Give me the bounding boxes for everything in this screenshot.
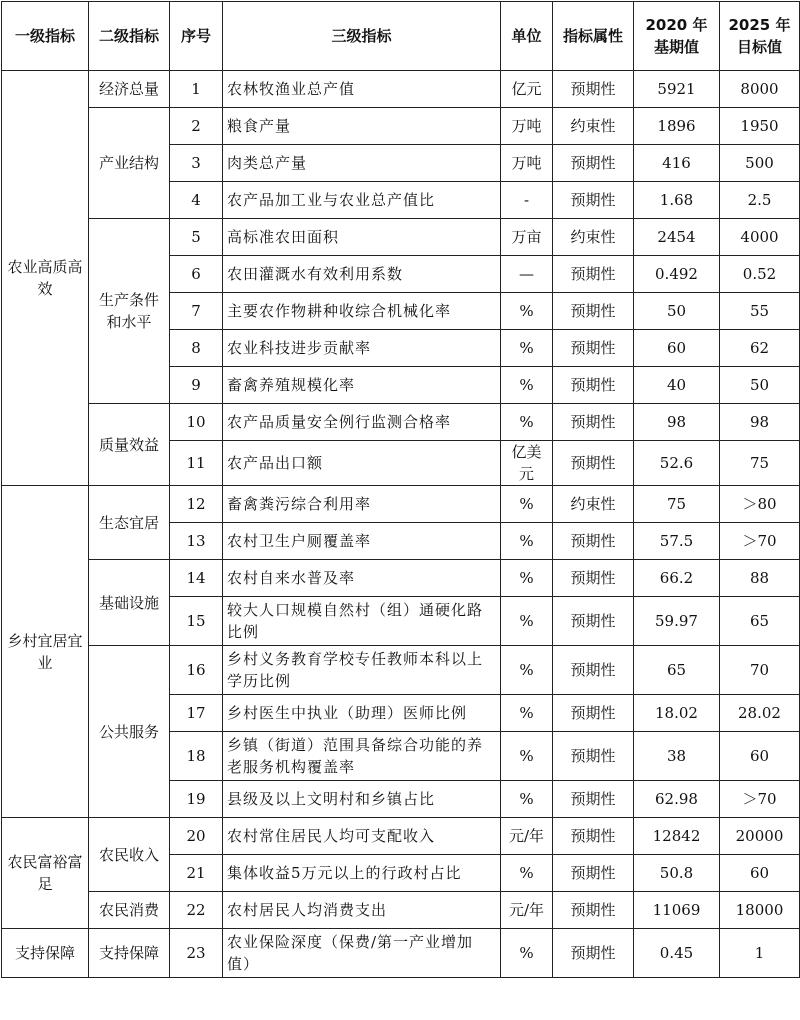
target-cell: 60 <box>720 855 800 892</box>
unit-cell: % <box>501 523 553 560</box>
target-cell: 1950 <box>720 108 800 145</box>
attr-cell: 预期性 <box>553 330 634 367</box>
seq-cell: 10 <box>170 404 223 441</box>
level2-cell: 基础设施 <box>89 560 170 646</box>
target-cell: 65 <box>720 597 800 646</box>
attr-cell: 预期性 <box>553 367 634 404</box>
indicator-cell: 县级及以上文明村和乡镇占比 <box>223 781 501 818</box>
indicator-cell: 主要农作物耕种收综合机械化率 <box>223 293 501 330</box>
unit-cell: % <box>501 597 553 646</box>
seq-cell: 14 <box>170 560 223 597</box>
level2-cell: 生态宜居 <box>89 486 170 560</box>
attr-cell: 约束性 <box>553 219 634 256</box>
header-target-line2: 目标值 <box>736 38 782 56</box>
seq-cell: 8 <box>170 330 223 367</box>
target-cell: 60 <box>720 732 800 781</box>
base-cell: 40 <box>634 367 720 404</box>
table-row <box>2 560 800 597</box>
attr-cell: 预期性 <box>553 732 634 781</box>
target-cell: 4000 <box>720 219 800 256</box>
header-unit: 单位 <box>501 2 553 71</box>
base-cell: 98 <box>634 404 720 441</box>
seq-cell: 2 <box>170 108 223 145</box>
level2-cell: 支持保障 <box>89 929 170 978</box>
seq-cell: 17 <box>170 695 223 732</box>
seq-cell: 11 <box>170 441 223 486</box>
target-cell: 8000 <box>720 71 800 108</box>
table-row <box>2 929 800 978</box>
attr-cell: 预期性 <box>553 892 634 929</box>
table-row <box>2 646 800 695</box>
unit-cell: % <box>501 732 553 781</box>
seq-cell: 4 <box>170 182 223 219</box>
indicator-cell: 农业科技进步贡献率 <box>223 330 501 367</box>
base-cell: 59.97 <box>634 597 720 646</box>
attr-cell: 预期性 <box>553 256 634 293</box>
target-cell: 18000 <box>720 892 800 929</box>
header-row <box>2 2 800 71</box>
indicator-cell: 乡村医生中执业（助理）医师比例 <box>223 695 501 732</box>
seq-cell: 6 <box>170 256 223 293</box>
base-cell: 52.6 <box>634 441 720 486</box>
seq-cell: 12 <box>170 486 223 523</box>
attr-cell: 预期性 <box>553 145 634 182</box>
attr-cell: 预期性 <box>553 441 634 486</box>
level1-cell: 农民富裕富足 <box>2 818 89 929</box>
target-cell: ＞70 <box>720 781 800 818</box>
unit-cell: 万吨 <box>501 108 553 145</box>
attr-cell: 预期性 <box>553 293 634 330</box>
header-base <box>634 2 720 71</box>
indicator-cell: 乡村义务教育学校专任教师本科以上学历比例 <box>223 646 501 695</box>
indicator-cell: 农村自来水普及率 <box>223 560 501 597</box>
indicator-cell: 高标准农田面积 <box>223 219 501 256</box>
indicator-cell: 畜禽粪污综合利用率 <box>223 486 501 523</box>
seq-cell: 20 <box>170 818 223 855</box>
base-cell: 18.02 <box>634 695 720 732</box>
table-row <box>2 108 800 145</box>
base-cell: 60 <box>634 330 720 367</box>
level2-cell: 产业结构 <box>89 108 170 219</box>
target-cell: 88 <box>720 560 800 597</box>
target-cell: 2.5 <box>720 182 800 219</box>
seq-cell: 7 <box>170 293 223 330</box>
indicator-cell: 乡镇（街道）范围具备综合功能的养老服务机构覆盖率 <box>223 732 501 781</box>
base-cell: 2454 <box>634 219 720 256</box>
header-level3: 三级指标 <box>223 2 501 71</box>
unit-cell: % <box>501 404 553 441</box>
seq-cell: 9 <box>170 367 223 404</box>
base-cell: 5921 <box>634 71 720 108</box>
base-cell: 11069 <box>634 892 720 929</box>
table-row <box>2 404 800 441</box>
header-seq: 序号 <box>170 2 223 71</box>
seq-cell: 22 <box>170 892 223 929</box>
unit-cell: % <box>501 486 553 523</box>
header-base-line1: 2020 年 <box>645 16 708 34</box>
seq-cell: 16 <box>170 646 223 695</box>
target-cell: 98 <box>720 404 800 441</box>
seq-cell: 3 <box>170 145 223 182</box>
attr-cell: 预期性 <box>553 182 634 219</box>
attr-cell: 约束性 <box>553 486 634 523</box>
base-cell: 75 <box>634 486 720 523</box>
attr-cell: 约束性 <box>553 108 634 145</box>
target-cell: 75 <box>720 441 800 486</box>
indicator-cell: 肉类总产量 <box>223 145 501 182</box>
indicator-cell: 农产品出口额 <box>223 441 501 486</box>
unit-cell: 亿美元 <box>501 441 553 486</box>
level2-cell: 农民消费 <box>89 892 170 929</box>
seq-cell: 5 <box>170 219 223 256</box>
base-cell: 1896 <box>634 108 720 145</box>
level1-cell: 农业高质高效 <box>2 71 89 486</box>
level2-cell: 农民收入 <box>89 818 170 892</box>
unit-cell: % <box>501 695 553 732</box>
seq-cell: 13 <box>170 523 223 560</box>
unit-cell: 万亩 <box>501 219 553 256</box>
attr-cell: 预期性 <box>553 404 634 441</box>
base-cell: 66.2 <box>634 560 720 597</box>
unit-cell: 元/年 <box>501 892 553 929</box>
level2-cell: 生产条件和水平 <box>89 219 170 404</box>
unit-cell: 亿元 <box>501 71 553 108</box>
unit-cell: 元/年 <box>501 818 553 855</box>
level2-cell: 公共服务 <box>89 646 170 818</box>
unit-cell: % <box>501 367 553 404</box>
target-cell: ＞70 <box>720 523 800 560</box>
header-base-line2: 基期值 <box>653 38 699 56</box>
header-target-line1: 2025 年 <box>728 16 791 34</box>
attr-cell: 预期性 <box>553 597 634 646</box>
target-cell: 1 <box>720 929 800 978</box>
attr-cell: 预期性 <box>553 695 634 732</box>
unit-cell: - <box>501 182 553 219</box>
unit-cell: % <box>501 330 553 367</box>
base-cell: 0.45 <box>634 929 720 978</box>
header-level2: 二级指标 <box>89 2 170 71</box>
attr-cell: 预期性 <box>553 646 634 695</box>
level2-cell: 质量效益 <box>89 404 170 486</box>
attr-cell: 预期性 <box>553 71 634 108</box>
target-cell: 70 <box>720 646 800 695</box>
base-cell: 62.98 <box>634 781 720 818</box>
indicator-cell: 较大人口规模自然村（组）通硬化路比例 <box>223 597 501 646</box>
unit-cell: — <box>501 256 553 293</box>
attr-cell: 预期性 <box>553 818 634 855</box>
indicator-cell: 农村居民人均消费支出 <box>223 892 501 929</box>
unit-cell: % <box>501 781 553 818</box>
base-cell: 38 <box>634 732 720 781</box>
unit-cell: % <box>501 293 553 330</box>
base-cell: 65 <box>634 646 720 695</box>
seq-cell: 21 <box>170 855 223 892</box>
seq-cell: 23 <box>170 929 223 978</box>
level2-cell: 经济总量 <box>89 71 170 108</box>
level1-cell: 支持保障 <box>2 929 89 978</box>
unit-cell: % <box>501 855 553 892</box>
indicator-cell: 集体收益5万元以上的行政村占比 <box>223 855 501 892</box>
base-cell: 12842 <box>634 818 720 855</box>
table-row <box>2 892 800 929</box>
table-row <box>2 71 800 108</box>
table-row <box>2 486 800 523</box>
target-cell: 500 <box>720 145 800 182</box>
header-attr: 指标属性 <box>553 2 634 71</box>
base-cell: 50 <box>634 293 720 330</box>
table-row <box>2 818 800 855</box>
target-cell: 28.02 <box>720 695 800 732</box>
base-cell: 1.68 <box>634 182 720 219</box>
attr-cell: 预期性 <box>553 560 634 597</box>
base-cell: 416 <box>634 145 720 182</box>
unit-cell: % <box>501 560 553 597</box>
indicator-cell: 农林牧渔业总产值 <box>223 71 501 108</box>
header-target <box>720 2 800 71</box>
unit-cell: % <box>501 646 553 695</box>
table-row <box>2 219 800 256</box>
attr-cell: 预期性 <box>553 929 634 978</box>
indicator-cell: 畜禽养殖规模化率 <box>223 367 501 404</box>
target-cell: 20000 <box>720 818 800 855</box>
target-cell: 62 <box>720 330 800 367</box>
seq-cell: 15 <box>170 597 223 646</box>
indicator-cell: 农村常住居民人均可支配收入 <box>223 818 501 855</box>
seq-cell: 18 <box>170 732 223 781</box>
unit-cell: % <box>501 929 553 978</box>
base-cell: 50.8 <box>634 855 720 892</box>
attr-cell: 预期性 <box>553 523 634 560</box>
indicator-cell: 农产品质量安全例行监测合格率 <box>223 404 501 441</box>
indicator-cell: 农业保险深度（保费/第一产业增加值） <box>223 929 501 978</box>
seq-cell: 1 <box>170 71 223 108</box>
indicator-cell: 农村卫生户厕覆盖率 <box>223 523 501 560</box>
unit-cell: 万吨 <box>501 145 553 182</box>
seq-cell: 19 <box>170 781 223 818</box>
attr-cell: 预期性 <box>553 855 634 892</box>
header-level1: 一级指标 <box>2 2 89 71</box>
indicator-table <box>1 1 800 978</box>
target-cell: 50 <box>720 367 800 404</box>
attr-cell: 预期性 <box>553 781 634 818</box>
level1-cell: 乡村宜居宜业 <box>2 486 89 818</box>
indicator-cell: 粮食产量 <box>223 108 501 145</box>
target-cell: ＞80 <box>720 486 800 523</box>
indicator-cell: 农田灌溉水有效利用系数 <box>223 256 501 293</box>
base-cell: 0.492 <box>634 256 720 293</box>
target-cell: 55 <box>720 293 800 330</box>
indicator-cell: 农产品加工业与农业总产值比 <box>223 182 501 219</box>
base-cell: 57.5 <box>634 523 720 560</box>
target-cell: 0.52 <box>720 256 800 293</box>
